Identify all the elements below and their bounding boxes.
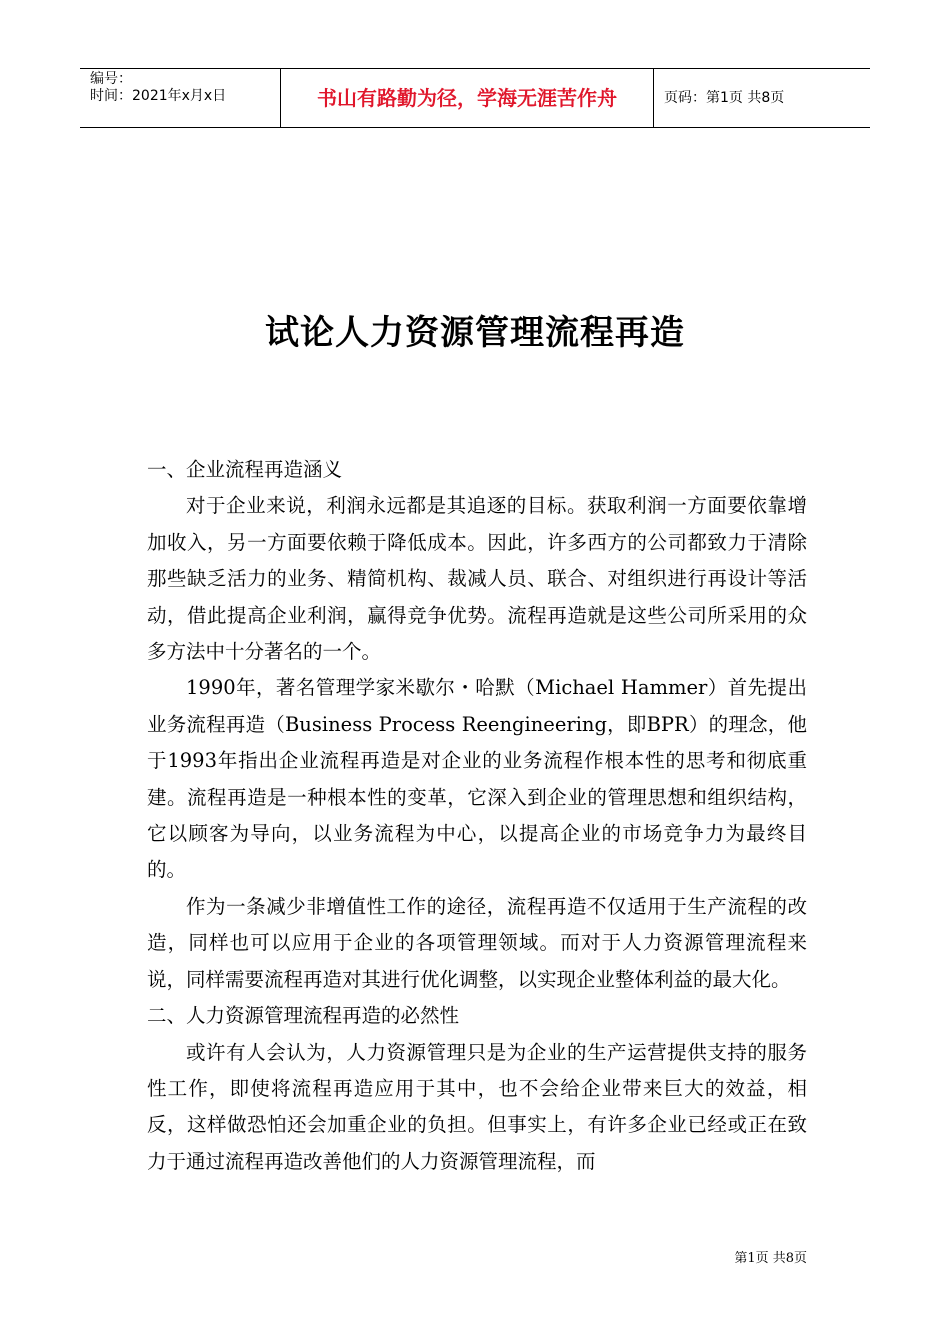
paragraph-2: 1990年，著名管理学家米歇尔・哈默（Michael Hammer）首先提出业务流程再造（Business Process Reengineering，即BPR）的理念，他于1993年指出企业流程再造是对企业的业务流程作根本性的思考和彻底重建。流程再造是一种根本性的变革，它深入到企业的管理思想和组织结构，它以顾客为导向，以业务流程为中心，以提高企业的市场竞争力为最终目的。 xyxy=(147,676,807,882)
header-meta-cell xyxy=(80,69,281,127)
header-time-label: 时间：2021年x月x日 xyxy=(90,88,227,104)
paragraph-1: 对于企业来说，利润永远都是其追逐的目标。获取利润一方面要依靠增加收入，另一方面要依赖于降低成本。因此，许多西方的公司都致力于清除那些缺乏活力的业务、精简机构、裁减人员、联合、对组织进行再设计等活动，借此提高企业利润，赢得竞争优势。流程再造就是这些公司所采用的众多方法中十分著名的一个。 xyxy=(147,494,807,664)
document-title: 试论人力资源管理流程再造 xyxy=(265,313,685,353)
section-heading-2: 二、人力资源管理流程再造的必然性 xyxy=(147,1004,460,1028)
page-footer: 第1页 共8页 xyxy=(734,1251,807,1266)
header-motto: 书山有路勤为径，学海无涯苦作舟 xyxy=(281,69,654,127)
document-header xyxy=(80,68,870,128)
section-heading-1: 一、企业流程再造涵义 xyxy=(147,458,343,481)
paragraph-4: 或许有人会认为，人力资源管理只是为企业的生产运营提供支持的服务性工作，即使将流程再造应用于其中，也不会给企业带来巨大的效益，相反，这样做恐怕还会加重企业的负担。但事实上，有许多企业已经或正在致力于通过流程再造改善他们的人力资源管理流程，而 xyxy=(147,1040,807,1173)
header-number-label: 编号： xyxy=(90,71,132,87)
document-body xyxy=(147,452,807,1180)
header-page-label: 页码：第1页 共8页 xyxy=(664,90,785,106)
paragraph-3: 作为一条减少非增值性工作的途径，流程再造不仅适用于生产流程的改造，同样也可以应用于企业的各项管理领域。而对于人力资源管理流程来说，同样需要流程再造对其进行优化调整，以实现企业整体利益的最大化。 xyxy=(147,894,807,991)
